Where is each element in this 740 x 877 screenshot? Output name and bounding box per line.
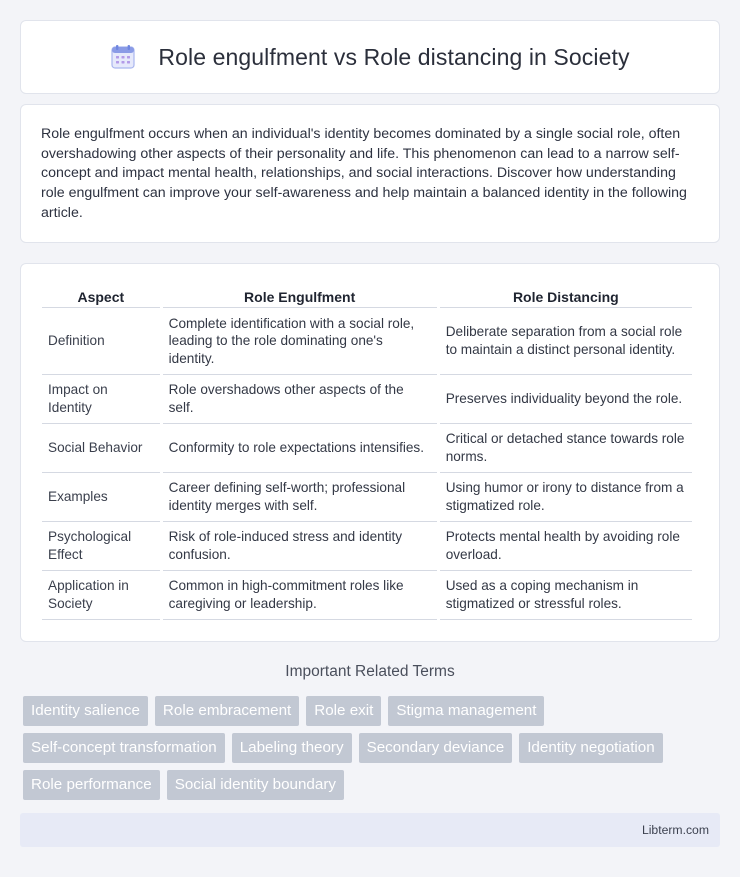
table-cell-aspect: Examples [42,473,160,522]
intro-text: Role engulfment occurs when an individual's identity becomes dominated by a single social role, often overshadowing other aspects of their personality and life. This phenomenon can lead to a narrow self-concept and impact mental health, relationships, and social interactions. Discover how understanding role engulfment can improve your self-awareness and help maintain a balanced identity in the following article. [41,126,687,221]
table-header-row [42,286,692,308]
related-term-tag[interactable]: Role performance [23,770,160,800]
table-cell-engulfment: Career defining self-worth; professional identity merges with self. [163,473,437,522]
intro-card [20,104,720,243]
table-cell-engulfment: Role overshadows other aspects of the self. [163,375,437,424]
column-header-role-distancing: Role Distancing [440,286,692,308]
table-row [42,522,692,571]
table-cell-aspect: Definition [42,308,160,375]
table-cell-distancing: Using humor or irony to distance from a stigmatized role. [440,473,692,522]
table-cell-distancing: Preserves individuality beyond the role. [440,375,692,424]
footer [20,813,720,847]
footer-site-link[interactable]: Libterm.com [641,823,709,837]
table-cell-engulfment: Complete identification with a social role, leading to the role dominating one's identity. [163,308,437,375]
comparison-table [39,286,695,620]
table-cell-aspect: Application in Society [42,571,160,620]
table-row [42,308,692,375]
header-card [20,20,720,94]
related-terms-heading: Important Related Terms [285,663,455,680]
table-row [42,571,692,620]
related-term-tag[interactable]: Stigma management [388,696,544,726]
comparison-table-card [20,263,720,642]
page-title: Role engulfment vs Role distancing in Society [158,43,630,70]
table-row [42,424,692,473]
table-cell-distancing: Protects mental health by avoiding role overload. [440,522,692,571]
table-cell-engulfment: Risk of role-induced stress and identity confusion. [163,522,437,571]
related-term-tag[interactable]: Identity salience [23,696,148,726]
table-cell-engulfment: Conformity to role expectations intensifies. [163,424,437,473]
table-cell-distancing: Used as a coping mechanism in stigmatized or stressful roles. [440,571,692,620]
related-term-tag[interactable]: Role exit [306,696,381,726]
related-term-tag[interactable]: Social identity boundary [167,770,344,800]
table-cell-distancing: Deliberate separation from a social role to maintain a distinct personal identity. [440,308,692,375]
calendar-icon [110,44,136,70]
table-cell-aspect: Psychological Effect [42,522,160,571]
related-term-tag[interactable]: Labeling theory [232,733,352,763]
column-header-aspect: Aspect [42,286,160,308]
related-term-tag[interactable]: Self-concept transformation [23,733,225,763]
table-cell-engulfment: Common in high-commitment roles like caregiving or leadership. [163,571,437,620]
related-term-tag[interactable]: Role embracement [155,696,299,726]
related-term-tag[interactable]: Secondary deviance [359,733,513,763]
table-cell-aspect: Social Behavior [42,424,160,473]
column-header-role-engulfment: Role Engulfment [163,286,437,308]
table-cell-distancing: Critical or detached stance towards role norms. [440,424,692,473]
table-row [42,473,692,522]
table-cell-aspect: Impact on Identity [42,375,160,424]
table-row [42,375,692,424]
related-term-tag[interactable]: Identity negotiation [519,733,663,763]
related-terms-list [23,696,717,800]
